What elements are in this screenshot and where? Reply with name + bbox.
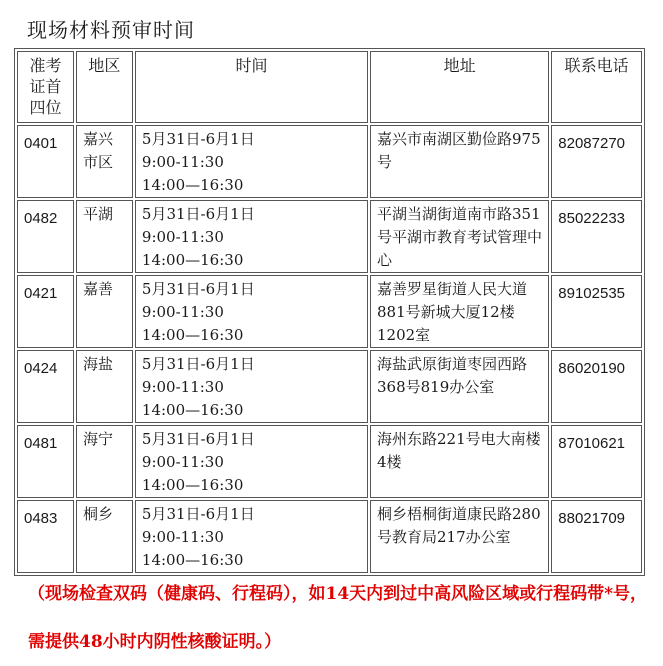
cell-time (135, 500, 368, 573)
time-line: 9:00-11:30 (141, 528, 224, 546)
cell-time (135, 425, 368, 498)
page-title: 现场材料预审时间 (27, 18, 195, 42)
header-phone: 联系电话 (551, 51, 642, 123)
table-row (17, 500, 642, 573)
time-line: 14:00—16:30 (141, 401, 244, 419)
time-line: 9:00-11:30 (141, 228, 224, 246)
cell-district: 海盐 (76, 350, 133, 423)
header-time: 时间 (135, 51, 368, 123)
cell-time (135, 125, 368, 198)
time-line: 9:00-11:30 (141, 378, 224, 396)
table-row (17, 350, 642, 423)
time-line: 5月31日-6月1日 (141, 205, 255, 223)
schedule-table (14, 48, 645, 576)
cell-address: 嘉兴市南湖区勤俭路975号 (370, 125, 549, 198)
cell-phone: 88021709 (551, 500, 642, 573)
time-line: 9:00-11:30 (141, 303, 224, 321)
cell-phone: 89102535 (551, 275, 642, 348)
table-row (17, 275, 642, 348)
cell-code: 0482 (17, 200, 74, 273)
header-district: 地区 (76, 51, 133, 123)
cell-code: 0401 (17, 125, 74, 198)
table-row (17, 125, 642, 198)
cell-time (135, 275, 368, 348)
table-header-row (17, 51, 642, 123)
cell-phone: 86020190 (551, 350, 642, 423)
cell-address: 海州东路221号电大南楼4楼 (370, 425, 549, 498)
time-line: 5月31日-6月1日 (141, 505, 255, 523)
cell-address: 平湖当湖街道南市路351号平湖市教育考试管理中心 (370, 200, 549, 273)
time-line: 9:00-11:30 (141, 453, 224, 471)
time-line: 14:00—16:30 (141, 551, 244, 569)
cell-code: 0481 (17, 425, 74, 498)
cell-district: 海宁 (76, 425, 133, 498)
time-line: 14:00—16:30 (141, 176, 244, 194)
time-line: 14:00—16:30 (141, 326, 244, 344)
header-address: 地址 (370, 51, 549, 123)
notice-text: （现场检查双码（健康码、行程码），如14天内到过中高风险区域或行程码带*号，需提供48小时内阴性核酸证明。） (28, 584, 648, 652)
cell-address: 嘉善罗星街道人民大道881号新城大厦12楼1202室 (370, 275, 549, 348)
table-row (17, 425, 642, 498)
time-line: 9:00-11:30 (141, 153, 224, 171)
cell-time (135, 200, 368, 273)
cell-address: 海盐武原街道枣园西路368号819办公室 (370, 350, 549, 423)
cell-district: 嘉兴市区 (76, 125, 133, 198)
table-row (17, 200, 642, 273)
cell-phone: 85022233 (551, 200, 642, 273)
cell-district: 桐乡 (76, 500, 133, 573)
cell-code: 0483 (17, 500, 74, 573)
schedule-table-container (14, 48, 645, 576)
time-line: 5月31日-6月1日 (141, 355, 255, 373)
cell-code: 0424 (17, 350, 74, 423)
header-code: 准考证首四位 (17, 51, 74, 123)
time-line: 14:00—16:30 (141, 476, 244, 494)
cell-phone: 87010621 (551, 425, 642, 498)
time-line: 5月31日-6月1日 (141, 280, 255, 298)
cell-phone: 82087270 (551, 125, 642, 198)
cell-code: 0421 (17, 275, 74, 348)
time-line: 5月31日-6月1日 (141, 430, 255, 448)
cell-address: 桐乡梧桐街道康民路280号教育局217办公室 (370, 500, 549, 573)
time-line: 5月31日-6月1日 (141, 130, 255, 148)
cell-district: 嘉善 (76, 275, 133, 348)
time-line: 14:00—16:30 (141, 251, 244, 269)
cell-time (135, 350, 368, 423)
cell-district: 平湖 (76, 200, 133, 273)
